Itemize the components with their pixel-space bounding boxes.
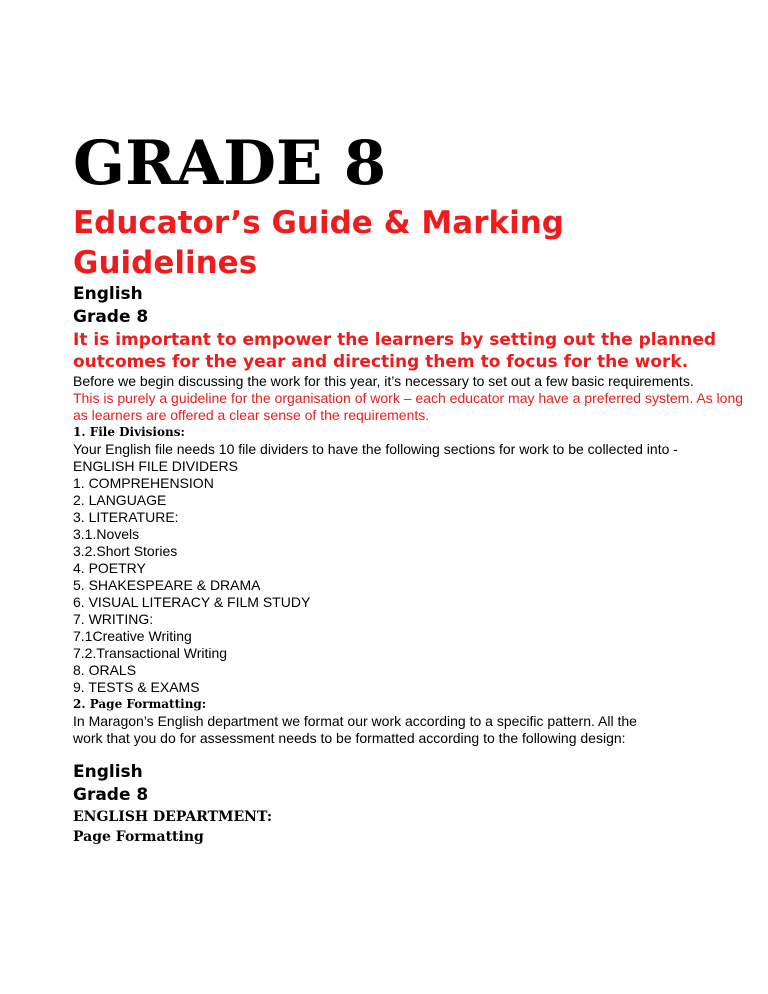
spacer — [73, 747, 753, 761]
page-title: GRADE 8 — [73, 128, 387, 199]
list-item: 1. COMPREHENSION — [73, 475, 214, 491]
footer-grade: Grade 8 — [73, 785, 149, 805]
document-body — [73, 283, 753, 847]
lead-statement: It is important to empower the learners by setting out the planned outcomes for the year and directing them to focus for the work. — [73, 330, 717, 372]
page-formatting-text-1: In Maragon’s English department we format our work according to a specific pattern. All the — [73, 713, 637, 729]
page-formatting-title: Page Formatting — [73, 829, 204, 845]
list-item: 8. ORALS — [73, 662, 137, 678]
subject-heading: English — [73, 284, 143, 304]
file-dividers-list — [73, 475, 753, 696]
list-item: 5. SHAKESPEARE & DRAMA — [73, 577, 261, 593]
intro-paragraph: Before we begin discussing the work for this year, it’s necessary to set out a few basic requirements. — [73, 373, 694, 389]
list-item: 2. LANGUAGE — [73, 492, 167, 508]
list-item: 3. LITERATURE: — [73, 509, 179, 525]
page-formatting-heading: 2. Page Formatting: — [73, 697, 207, 711]
grade-heading: Grade 8 — [73, 307, 149, 327]
list-item: 7.1Creative Writing — [73, 628, 192, 644]
list-item: 9. TESTS & EXAMS — [73, 679, 200, 695]
guide-subtitle: Educator’s Guide & Marking Guidelines — [73, 205, 564, 281]
page-formatting-text-2: work that you do for assessment needs to be formatted according to the following design: — [73, 730, 626, 746]
list-item: 3.2.Short Stories — [73, 543, 178, 559]
list-item: 3.1.Novels — [73, 526, 140, 542]
department-heading: ENGLISH DEPARTMENT: — [73, 809, 273, 825]
list-item: 4. POETRY — [73, 560, 146, 576]
list-item: 6. VISUAL LITERACY & FILM STUDY — [73, 594, 311, 610]
list-item: 7.2.Transactional Writing — [73, 645, 228, 661]
file-divisions-heading: 1. File Divisions: — [73, 425, 185, 439]
footer-subject: English — [73, 762, 143, 782]
file-dividers-title: ENGLISH FILE DIVIDERS — [73, 458, 238, 474]
list-item: 7. WRITING: — [73, 611, 154, 627]
file-divisions-text: Your English file needs 10 file dividers to have the following sections for work to be collected into - — [73, 441, 678, 457]
guideline-note: This is purely a guideline for the organisation of work – each educator may have a preferred system. As long as learners are offered a clear sense of the requirements. — [73, 390, 744, 423]
